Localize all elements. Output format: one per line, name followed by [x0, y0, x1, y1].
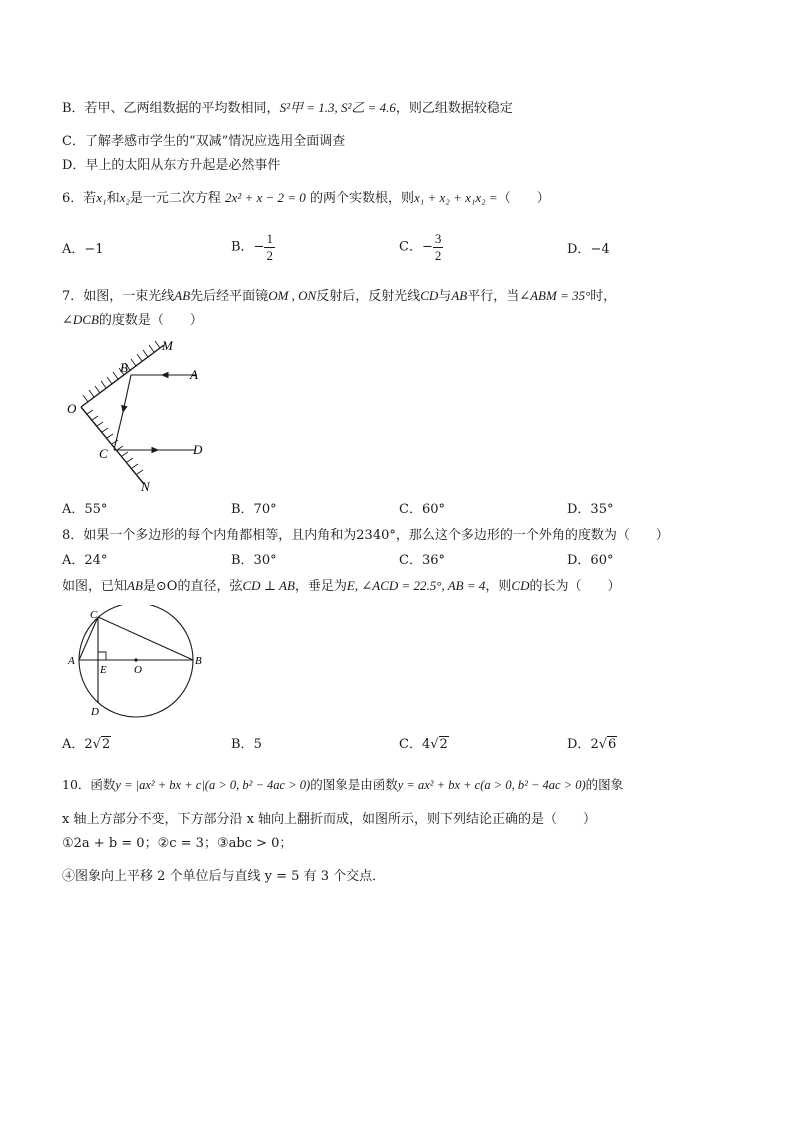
q7-number: 7．如图，一束光线 [62, 289, 175, 304]
q7-angle-dcb: ∠DCB [62, 312, 99, 327]
q7-option-b: B．70° [231, 502, 277, 517]
q5-option-c: C．了解孝感市学生的“双减”情况应选用全面调查 [62, 134, 346, 149]
q7-question-end: 的度数是（ ） [98, 313, 203, 328]
q9-option-c-coef: 4 [421, 737, 431, 752]
q9-option-d-letter: D． [567, 737, 591, 752]
label-d: D [91, 706, 99, 718]
q6-stem-mid2: 的两个实数根，则 [309, 191, 414, 206]
q7-text-5: 时， [590, 289, 617, 304]
fraction-denominator: 2 [434, 248, 442, 263]
q7-angle: ∠ABM = 35° [519, 288, 591, 303]
q5-option-b-end: ，则乙组数据较稳定 [395, 101, 513, 116]
label-c: C [99, 446, 108, 461]
q9-option-a [62, 735, 111, 755]
q6-option-c [399, 231, 443, 264]
q5-option-b-text: B．若甲、乙两组数据的平均数相同， [62, 101, 280, 116]
q10-text-mid: 的图象是由函数 [310, 777, 398, 792]
q9-option-c-radicand: 2 [439, 737, 448, 752]
center-point [134, 658, 137, 661]
q6-option-c-sign: − [421, 239, 433, 255]
q9-option-d [567, 735, 617, 755]
q6-option-b [231, 231, 275, 264]
q7-mirrors: OM , ON [268, 288, 317, 303]
q7-text-4: 平行，当 [467, 289, 520, 304]
q7-ab: AB [174, 288, 191, 303]
q9-option-c [399, 735, 449, 755]
q6-expression: x₁ + x₂ + x₁x₂ = [413, 190, 498, 205]
q7-ab-2: AB [451, 288, 468, 303]
q9-stem [62, 576, 621, 597]
q9-question-end: 的长为（ ） [529, 579, 621, 594]
q9-option-b-value: 5 [253, 737, 262, 752]
q6-option-a-letter: A． [62, 242, 85, 257]
q9-text-4: ，则 [485, 579, 512, 594]
q6-option-c-letter: C． [399, 239, 422, 255]
q7-option-a: A．55° [62, 502, 108, 517]
q5-option-b [62, 98, 513, 119]
q7-option-d: D．35° [567, 502, 614, 517]
q6-option-d-letter: D． [567, 242, 591, 257]
q7-text-1: 先后经平面镜 [190, 289, 269, 304]
q6-x2: x₂ [119, 190, 130, 205]
q5-option-d: D．早上的太阳从东方升起是必然事件 [62, 158, 281, 173]
q6-option-a-sign: − [84, 242, 96, 257]
q9-option-b-letter: B． [231, 737, 254, 752]
q6-x1: x₁ [96, 190, 107, 205]
q7-stem-line1 [62, 286, 616, 307]
label-n: N [141, 479, 150, 494]
q6-option-c-fraction [433, 231, 444, 264]
q9-ab: AB [127, 578, 143, 593]
q10-number: 10．函数 [62, 777, 116, 792]
sqrt-icon: √ [598, 737, 608, 752]
q8-stem: 8．如果一个多边形的每个内角都相等，且内角和为2340°，那么这个多边形的一个外角的度数为（ ） [62, 528, 669, 543]
q7-cd: CD [420, 288, 439, 303]
q10-stem-line2: x 轴上方部分不变，下方部分沿 x 轴向上翻折而成，如图所示，则下列结论正确的是（ ） [62, 812, 597, 827]
label-m: M [162, 338, 173, 353]
q9-option-a-coef: 2 [84, 737, 93, 752]
label-d: D [193, 442, 203, 457]
label-e: E [100, 664, 107, 676]
sqrt-icon: √ [92, 737, 101, 752]
q9-option-a-letter: A． [62, 737, 85, 752]
q6-and: 和 [106, 191, 120, 206]
label-o: O [134, 664, 142, 676]
q9-option-b [231, 735, 262, 755]
q10-text-end: 的图象 [585, 777, 624, 792]
q9-text-3: ，垂足为 [294, 579, 347, 594]
q7-reflection-figure [62, 338, 222, 498]
label-a: A [190, 367, 198, 382]
label-a: A [68, 655, 75, 667]
q6-option-d-value: 4 [601, 242, 610, 257]
mirror-on [81, 407, 144, 484]
q9-conditions: E, ∠ACD = 22.5°, AB = 4 [346, 578, 486, 593]
q6-stem-mid: 是一元二次方程 [129, 191, 221, 206]
fraction-numerator: 1 [266, 231, 273, 246]
label-b: B [195, 655, 202, 667]
q6-option-a-value: 1 [95, 242, 104, 257]
q6-bracket: （ ） [497, 191, 550, 206]
q7-stem-line2 [62, 310, 203, 331]
q8-option-d: D．60° [567, 553, 614, 568]
q6-option-b-letter: B． [231, 239, 254, 255]
q7-text-2: 反射后，反射光线 [316, 289, 421, 304]
fraction-numerator: 3 [434, 231, 442, 246]
q9-option-c-letter: C． [399, 737, 422, 752]
q10-quadratic: y = ax² + bx + c [397, 778, 481, 792]
q10-statement-4: ④图象向上平移 2 个单位后与直线 y = 5 有 3 个交点． [62, 869, 386, 884]
q5-option-b-math: S²甲 = 1.3, S²乙 = 4.6 [279, 100, 396, 115]
q10-stem-line1 [62, 775, 623, 795]
q9-text-1: 如图，已知 [62, 579, 128, 594]
q8-option-c: C．36° [399, 553, 445, 568]
q7-text-3: 与 [438, 289, 452, 304]
q9-option-d-coef: 2 [590, 737, 599, 752]
label-o: O [67, 401, 77, 416]
q10-statements-1-3: ①2a + b = 0；②c = 3；③abc > 0； [62, 836, 293, 851]
label-b: B [120, 360, 128, 375]
q9-option-a-radicand: 2 [101, 737, 111, 752]
q7-option-c: C．60° [399, 502, 445, 517]
sqrt-icon: √ [430, 737, 439, 752]
light-ray [114, 375, 197, 450]
q6-stem [62, 188, 550, 209]
q6-option-d-sign: − [590, 242, 602, 257]
q9-circle-figure [62, 605, 212, 725]
q9-option-d-radicand: 6 [608, 737, 617, 752]
q8-option-a: A．24° [62, 553, 108, 568]
q8-option-b: B．30° [231, 553, 277, 568]
q6-number: 6．若 [62, 191, 97, 206]
q6-option-b-sign: − [253, 239, 265, 255]
q6-equation: 2x² + x − 2 = 0 [225, 190, 306, 205]
q9-text-2: 是⊙O的直径，弦 [142, 579, 243, 594]
q9-cd: CD [511, 578, 530, 593]
q10-condition-2: (a > 0, b² − 4ac > 0) [480, 778, 586, 792]
q9-perpendicular: CD ⊥ AB [242, 578, 295, 593]
fraction-denominator: 2 [266, 248, 273, 263]
q6-option-a [62, 240, 104, 260]
label-c: C [90, 609, 98, 621]
q6-option-b-fraction [264, 231, 275, 264]
q10-condition-1: (a > 0, b² − 4ac > 0) [204, 778, 311, 792]
q6-option-d [567, 240, 610, 260]
q10-abs-function: y = |ax² + bx + c| [115, 778, 205, 792]
